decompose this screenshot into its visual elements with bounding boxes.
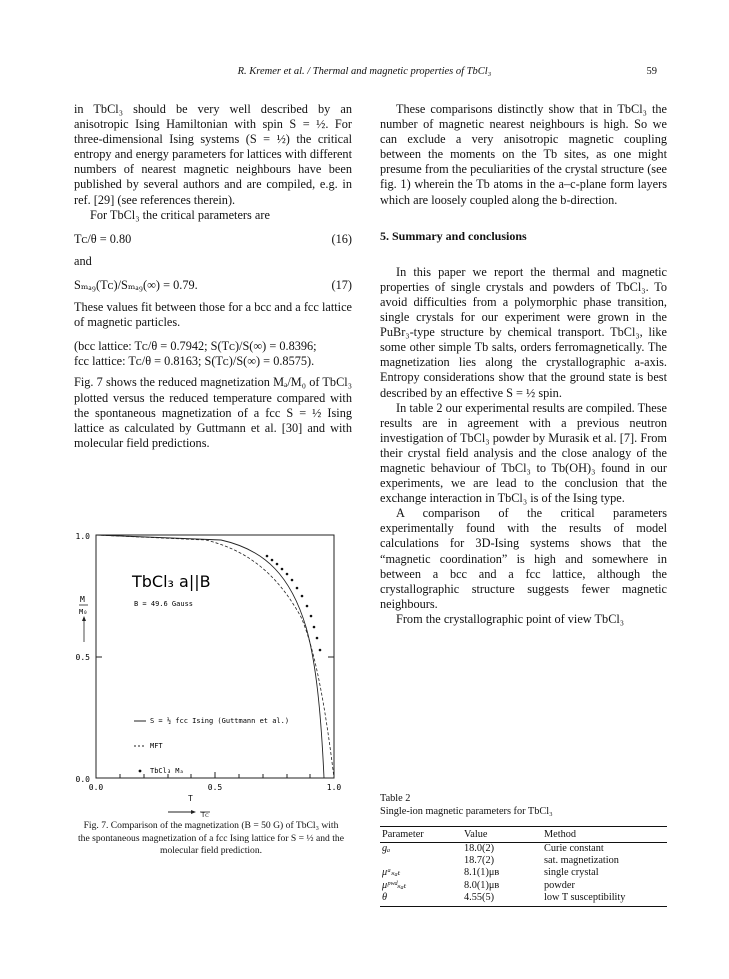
fcc-line: fcc lattice: Tᴄ/θ = 0.8163; S(Tᴄ)/S(∞) = 0.8575).: [74, 354, 315, 369]
equation-number: (17): [331, 277, 352, 292]
table-row: [380, 855, 667, 867]
paragraph: Fig. 7 shows the reduced magnetization Mₐ/M₀ of TbCl₃ plotted versus the reduced temperature compared with the spontaneous magnetization of a fcc S = ½ Ising lattice as calculated by Guttmann et al. [30] and with molecular field predictions.: [74, 375, 352, 450]
running-head: [0, 66, 729, 82]
y-tick-05: 0.5: [76, 653, 90, 662]
x-label-bottom: Tᴄ: [201, 811, 209, 819]
legend-ising: S = ½ fcc Ising (Guttmann et al.): [150, 717, 290, 725]
paragraph: For TbCl₃ the critical parameters are: [90, 207, 270, 222]
table-label: Table 2: [380, 793, 411, 804]
legend-mft: MFT: [150, 742, 163, 750]
equation-number: (16): [331, 231, 352, 246]
y-label-top: M: [80, 595, 85, 604]
paragraph: From the crystallographic point of view TbCl₃: [396, 611, 625, 626]
x-tick-05: 0.5: [207, 783, 223, 792]
table-row: [380, 892, 667, 907]
equation-text: Sₘₐ₉(Tᴄ)/Sₘₐ₉(∞) = 0.79.: [74, 277, 198, 292]
table-cell: μᵃₛₐₜ: [382, 867, 401, 879]
table-cell: sat. magnetization: [544, 855, 619, 867]
page-number: 59: [646, 66, 657, 77]
table-cell: [380, 855, 462, 867]
table-cell: gₐ: [382, 843, 391, 854]
table-caption: Single-ion magnetic parameters for TbCl₃: [380, 806, 553, 817]
x-label-top: T: [188, 794, 193, 803]
figure-7: [76, 532, 346, 803]
table-row: [380, 843, 667, 856]
table-cell: 18.0(2): [464, 843, 495, 854]
x-axis-arrow: [166, 804, 226, 820]
magnetization-plot: [76, 532, 346, 794]
table-cell: Curie constant: [544, 843, 604, 854]
table-cell: powder: [544, 879, 575, 891]
table-cell: low T susceptibility: [542, 892, 667, 907]
equation-16: [74, 232, 352, 247]
legend-data: TbCl₃ Mₐ: [150, 767, 184, 775]
table-cell: 8.1(1)μʙ: [464, 867, 500, 879]
plot-field: B = 49.6 Gauss: [134, 600, 194, 608]
running-title: R. Kremer et al. / Thermal and magnetic properties of TbCl₃: [237, 66, 492, 77]
table-header: Method: [542, 827, 667, 843]
paragraph: In this paper we report the thermal and magnetic properties of single crystals and powders of TbCl₃. To avoid difficulties from a polymorphic phase transition, single crystals for our experiment were grown in the PuBr₃-type structure by chemical transport. TbCl₃, like some other simple Tb salts, orders ferromagnetically. The magnetization lies along the crystallographic a-axis. Entropy considerations show that the ground state is best described by an effective S = ½ spin.: [380, 264, 667, 400]
table-2: [380, 792, 667, 907]
plot-title: TbCl₃ a||B: [132, 572, 211, 591]
table-header: Parameter: [380, 827, 462, 843]
y-label-bottom: M₀: [79, 608, 88, 616]
paragraph: and: [74, 253, 92, 268]
legend-data-marker: [139, 770, 142, 773]
equation-text: Tᴄ/θ = 0.80: [74, 231, 132, 246]
x-axis-label: [188, 794, 193, 803]
table-cell: 8.0(1)μʙ: [464, 879, 500, 891]
table-cell: 4.55(5): [462, 892, 542, 907]
table-header-row: [380, 827, 667, 843]
parameter-table: [380, 826, 667, 907]
paragraph: in TbCl₃ should be very well described by an anisotropic Ising Hamiltonian with spin S = ½. For three-dimensional Ising systems (S = ½) the critical entropy and energy parameters for lattices with different numbers of nearest magnetic neighbours have been published by several authors and are compiled, e.g. in ref. [29] (see references therein).: [74, 102, 352, 207]
x-axis-arrow-label: [166, 804, 226, 820]
left-column: [74, 102, 352, 451]
table-cell: single crystal: [544, 867, 599, 879]
table-row: [380, 880, 667, 892]
table-row: [380, 867, 667, 879]
x-tick-1: 1.0: [326, 783, 342, 792]
figure-caption: Fig. 7. Comparison of the magnetization (B = 50 G) of TbCl₃ with the spontaneous magnetization of a fcc Ising lattice for S = ½ and the molecular field prediction.: [78, 820, 344, 856]
y-tick-0: 0.0: [76, 775, 90, 784]
table-cell: 18.7(2): [464, 855, 495, 867]
bcc-line: (bcc lattice: Tᴄ/θ = 0.7942; S(Tᴄ)/S(∞) = 0.8396;: [74, 339, 317, 354]
table-cell: θ: [380, 892, 462, 907]
x-tick-0: 0.0: [88, 783, 104, 792]
paragraph: In table 2 our experimental results are compiled. These results are in agreement with a previous neutron investigation of TbCl₃ powder by Murasik et al. [7]. From their crystal field analysis and the close analogy of the magnetic behaviour of TbCl₃ to Tb(OH)₃ found in our experiments, we are lead to the conclusion that the exchange interaction in TbCl₃ is of the Ising type.: [380, 400, 667, 506]
paragraph: A comparison of the critical parameters experimentally found with the results of model calculations for 3D-Ising systems shows that the “magnetic coordination” is high and somewhere in between a bcc and a fcc lattice, although the crystallographic structure suggests fewer magnetic neighbours.: [380, 506, 667, 611]
equation-17: [74, 278, 352, 293]
table-cell: μᵖʷᵈₛₐₜ: [382, 879, 407, 891]
table-header: Value: [462, 827, 542, 843]
data-points: [266, 555, 322, 652]
right-column: [380, 102, 667, 627]
section-title: 5. Summary and conclusions: [380, 228, 527, 243]
paragraph: These comparisons distinctly show that in TbCl₃ the number of magnetic nearest neighbours is high. So we can exclude a very anisotropic magnetic coupling between the moments on the Tb sites, as one might presume from the peculiarities of the crystal structure (see fig. 1) wherein the Tb atoms in the a–c-plane form layers which are loosely coupled along the b-direction.: [380, 102, 667, 207]
paragraph: These values fit between those for a bcc and a fcc lattice of magnetic particles.: [74, 300, 352, 330]
y-tick-1: 1.0: [76, 532, 90, 541]
